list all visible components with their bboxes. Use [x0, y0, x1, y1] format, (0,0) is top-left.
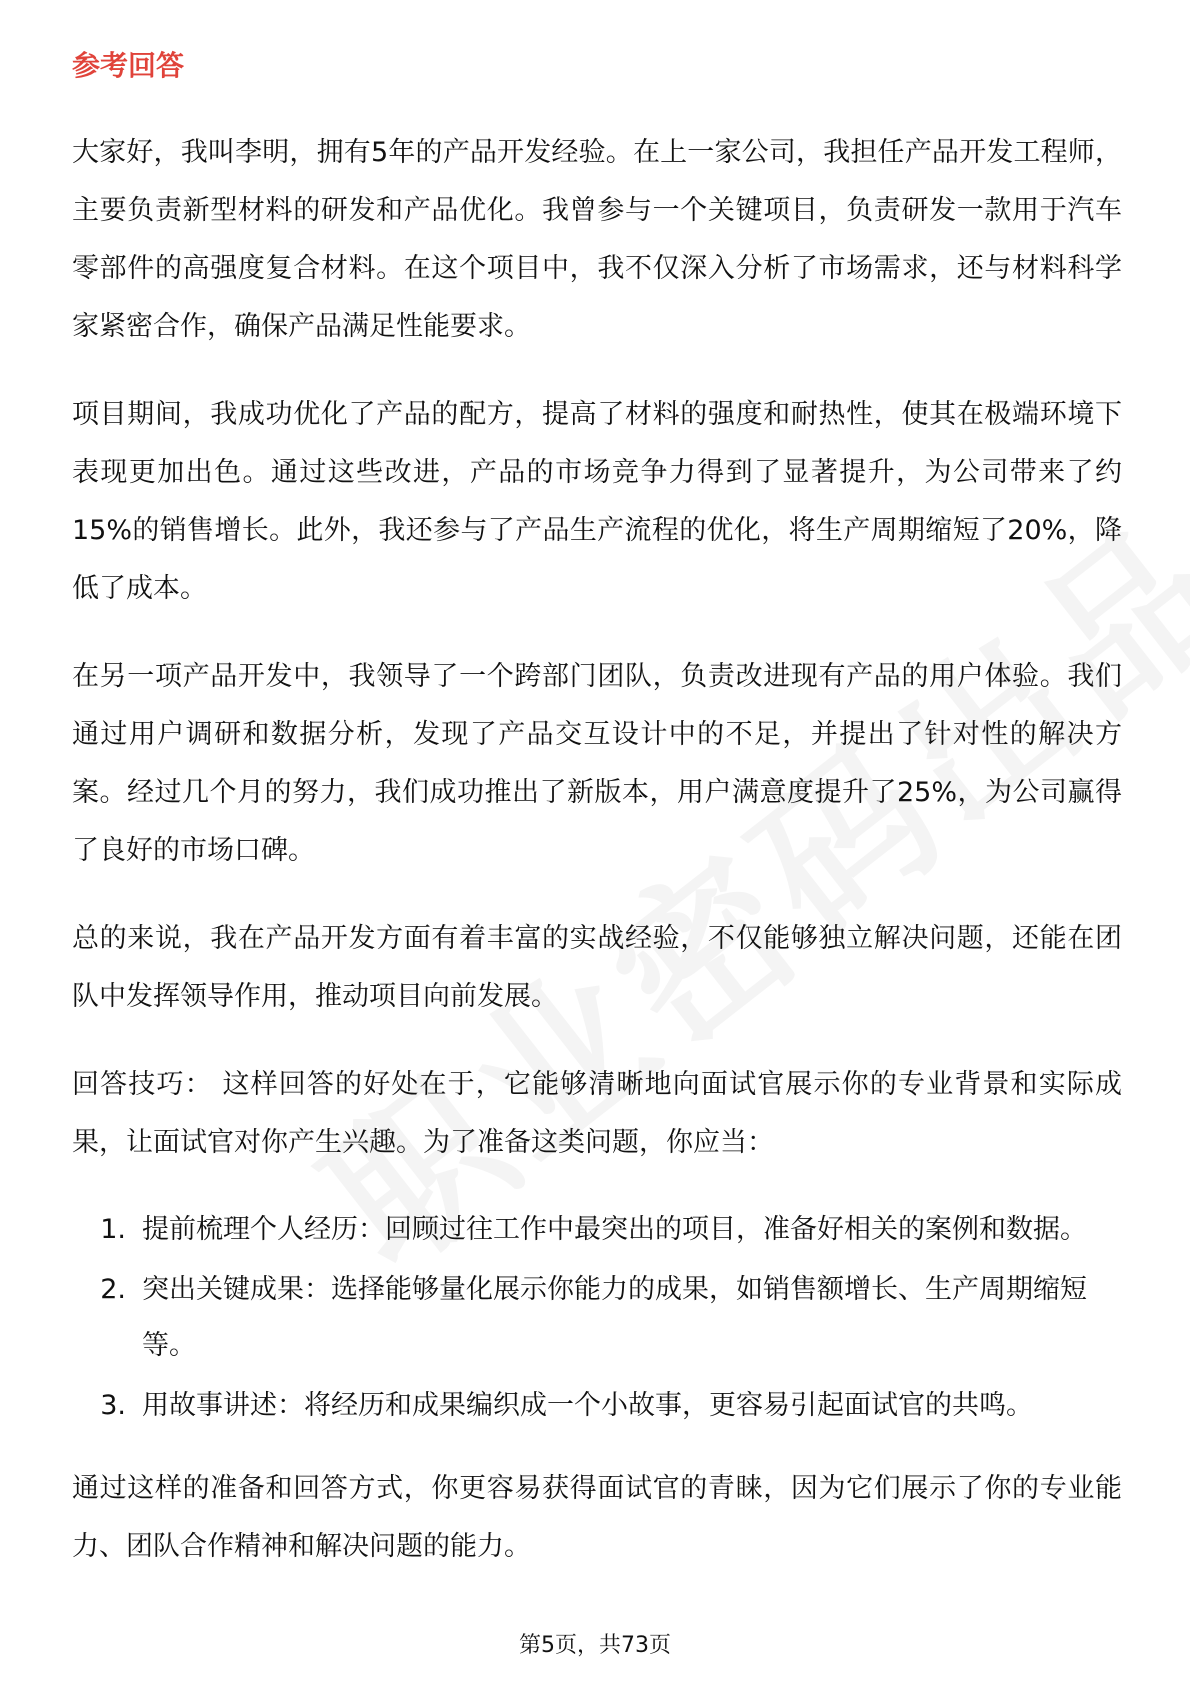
list-item-text: 突出关键成果：选择能够量化展示你能力的成果，如销售额增长、生产周期缩短等。: [142, 1274, 1087, 1361]
list-item: [72, 1202, 1122, 1258]
paragraph-project: 项目期间，我成功优化了产品的配方，提高了材料的强度和耐热性，使其在极端环境下表现更加出色。通过这些改进，产品的市场竞争力得到了显著提升，为公司带来了约15%的销售增长。此外，我还参与了产品生产流程的优化，将生产周期缩短了20%，降低了成本。: [72, 399, 1122, 604]
section-heading: 参考回答: [72, 49, 185, 82]
list-item-number: 2.: [100, 1274, 126, 1305]
page-number: 第5页，共73页: [519, 1633, 671, 1658]
paragraph-closing: 通过这样的准备和回答方式，你更容易获得面试官的青睐，因为它们展示了你的专业能力、团队合作精神和解决问题的能力。: [72, 1473, 1122, 1562]
document-page: [72, 46, 1122, 1606]
list-item-number: 1.: [100, 1214, 126, 1245]
list-item: [72, 1262, 1122, 1374]
paragraph-tips: 回答技巧： 这样回答的好处在于，它能够清晰地向面试官展示你的专业背景和实际成果，让面试官对你产生兴趣。为了准备这类问题，你应当：: [72, 1069, 1122, 1158]
list-item-text: 提前梳理个人经历：回顾过往工作中最突出的项目，准备好相关的案例和数据。: [142, 1214, 1087, 1245]
paragraph-summary: 总的来说，我在产品开发方面有着丰富的实战经验，不仅能够独立解决问题，还能在团队中发挥领导作用，推动项目向前发展。: [72, 923, 1122, 1012]
list-item-text: 用故事讲述：将经历和成果编织成一个小故事，更容易引起面试官的共鸣。: [142, 1390, 1033, 1421]
paragraph-intro: 大家好，我叫李明，拥有5年的产品开发经验。在上一家公司，我担任产品开发工程师，主要负责新型材料的研发和产品优化。我曾参与一个关键项目，负责研发一款用于汽车零部件的高强度复合材料。在这个项目中，我不仅深入分析了市场需求，还与材料科学家紧密合作，确保产品满足性能要求。: [72, 137, 1122, 342]
list-item: [72, 1378, 1122, 1434]
list-item-number: 3.: [100, 1390, 126, 1421]
paragraph-team: 在另一项产品开发中，我领导了一个跨部门团队，负责改进现有产品的用户体验。我们通过用户调研和数据分析，发现了产品交互设计中的不足，并提出了针对性的解决方案。经过几个月的努力，我们成功推出了新版本，用户满意度提升了25%，为公司赢得了良好的市场口碑。: [72, 661, 1122, 866]
tips-list: [72, 1202, 1122, 1434]
